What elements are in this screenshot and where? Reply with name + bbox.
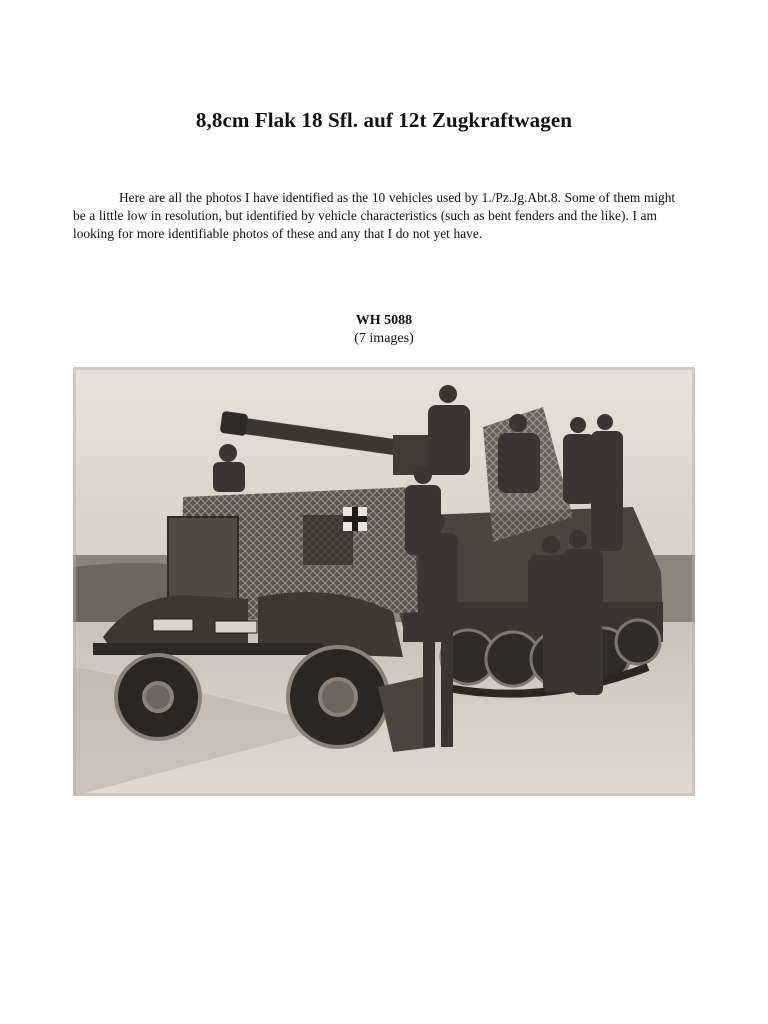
section-title: WH 5088 xyxy=(355,313,413,328)
section-subtitle: (7 images) xyxy=(354,331,414,346)
vehicle-photo xyxy=(73,367,695,796)
intro-paragraph: Here are all the photos I have identified as the 10 vehicles used by 1./Pz.Jg.Abt.8. Some of them might be a little low in resolution, but identified by vehicle characteristics (such as bent fenders and the like). I am looking for more identifiable photos of these and any that I do not yet have. xyxy=(73,190,676,241)
page-title: 8,8cm Flak 18 Sfl. auf 12t Zugkraftwagen xyxy=(195,108,573,132)
cross-marking xyxy=(343,507,367,531)
